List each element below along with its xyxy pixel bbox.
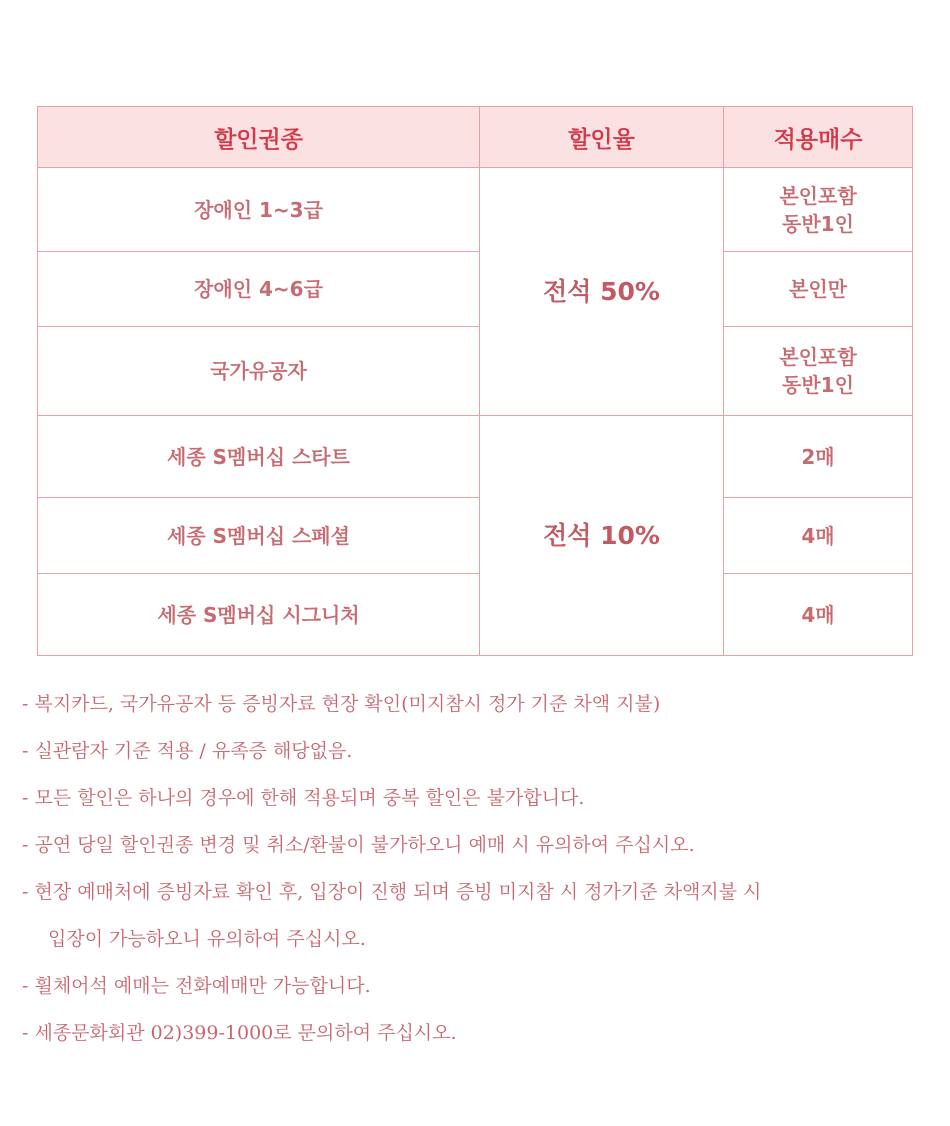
discount-rate-cell: 전석 10% — [480, 416, 724, 656]
notice-item-continuation: 입장이 가능하오니 유의하여 주십시오. — [48, 928, 366, 950]
ticket-count-cell — [724, 168, 913, 252]
ticket-count-line: 동반1인 — [782, 211, 854, 236]
table-row — [38, 498, 913, 574]
ticket-count-cell: 2매 — [724, 416, 913, 498]
notice-item: - 공연 당일 할인권종 변경 및 취소/환불이 불가하오니 예매 시 유의하여 주십시오. — [22, 834, 695, 856]
notice-item: - 휠체어석 예매는 전화예매만 가능합니다. — [22, 975, 371, 997]
discount-type-cell: 장애인 1~3급 — [38, 168, 480, 252]
ticket-count-cell: 4매 — [724, 498, 913, 574]
discount-type-cell: 세종 S멤버십 시그니처 — [38, 574, 480, 656]
notice-item: - 실관람자 기준 적용 / 유족증 해당없음. — [22, 740, 353, 762]
ticket-count-line: 동반1인 — [782, 373, 854, 397]
discount-type-cell: 장애인 4~6급 — [38, 252, 480, 327]
table-row — [38, 252, 913, 327]
ticket-count-cell — [724, 327, 913, 416]
table-row — [38, 168, 913, 252]
ticket-count-line: 본인포함 — [779, 345, 857, 369]
ticket-count-cell: 4매 — [724, 574, 913, 656]
header-discount-type: 할인권종 — [38, 107, 480, 168]
discount-rate-cell: 전석 50% — [480, 168, 724, 416]
table-header-row — [38, 107, 913, 168]
discount-type-cell: 국가유공자 — [38, 327, 480, 416]
table-row — [38, 416, 913, 498]
notice-item: - 모든 할인은 하나의 경우에 한해 적용되며 중복 할인은 불가합니다. — [22, 787, 585, 809]
notice-item: - 현장 예매처에 증빙자료 확인 후, 입장이 진행 되며 증빙 미지참 시 정가기준 차액지불 시 — [22, 881, 762, 903]
discount-table-container — [37, 106, 912, 656]
ticket-count-cell — [724, 252, 913, 327]
discount-type-cell: 세종 S멤버십 스타트 — [38, 416, 480, 498]
notice-item: - 복지카드, 국가유공자 등 증빙자료 현장 확인(미지참시 정가 기준 차액 지불) — [22, 693, 661, 715]
table-row — [38, 574, 913, 656]
header-discount-rate: 할인율 — [480, 107, 724, 168]
notice-list — [22, 684, 932, 1060]
discount-table — [37, 106, 913, 656]
header-ticket-count: 적용매수 — [724, 107, 913, 168]
ticket-count-line: 본인만 — [789, 277, 847, 301]
discount-type-cell: 세종 S멤버십 스페셜 — [38, 498, 480, 574]
table-row — [38, 327, 913, 416]
ticket-count-line: 본인포함 — [779, 183, 857, 208]
notice-item: - 세종문화회관 02)399-1000로 문의하여 주십시오. — [22, 1022, 457, 1044]
